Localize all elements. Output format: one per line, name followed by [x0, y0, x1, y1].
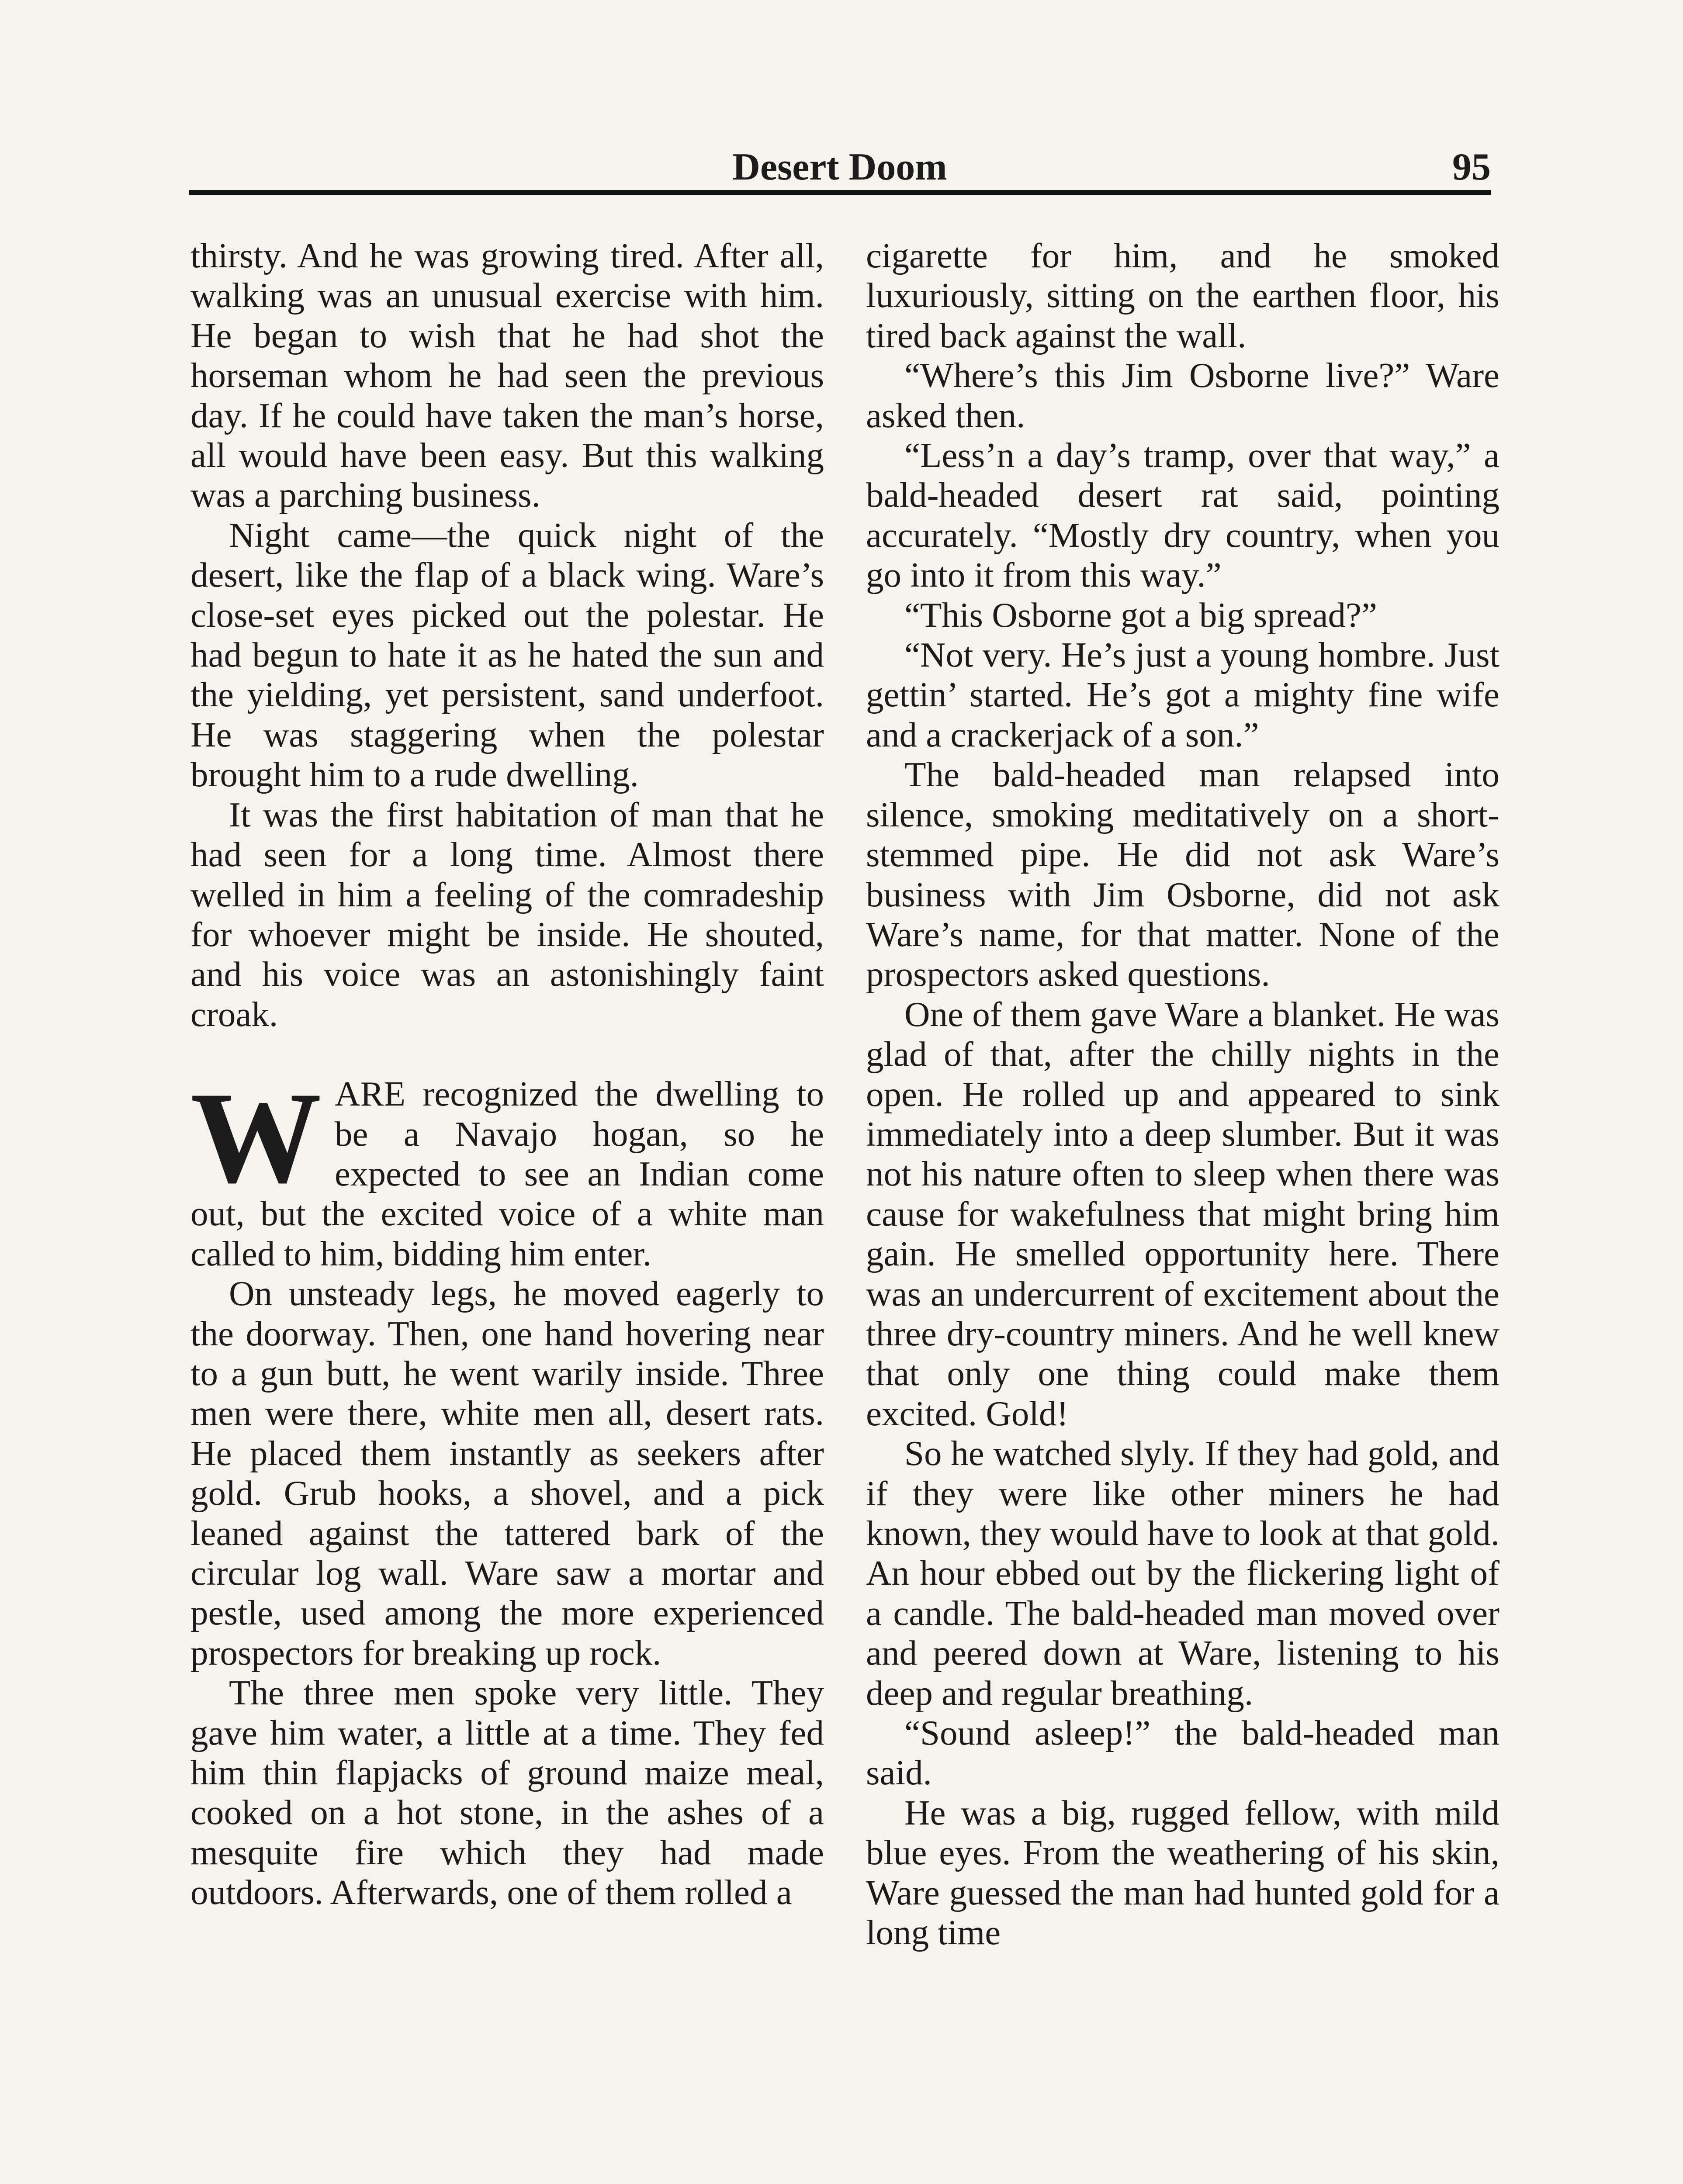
left-column [190, 236, 824, 1913]
paragraph: thirsty. And he was growing tired. After all, walking was an unusual exercise with him. He began to wish that he had shot the horseman whom he had seen the previous day. If he could have taken the man’s horse, all would have been easy. But this walking was a parching business. [190, 236, 824, 515]
page-number: 95 [1452, 146, 1491, 188]
paragraph: Night came—the quick night of the desert, like the flap of a black wing. Ware’s close-set eyes picked out the polestar. He had begun to hate it as he hated the sun and the yielding, yet persistent, sand underfoot. He was staggering when the polestar brought him to a rude dwelling. [190, 515, 824, 795]
paragraph: It was the first habitation of man that he had seen for a long time. Almost there welled in him a feeling of the comradeship for whoever might be inside. He shouted, and his voice was an astonishingly faint croak. [190, 795, 824, 1034]
running-title: Desert Doom [732, 146, 947, 188]
header-rule [189, 190, 1491, 195]
paragraph: On unsteady legs, he moved eagerly to the doorway. Then, one hand hovering near to a gun butt, he went warily inside. Three men were there, white men all, desert rats. He placed them instantly as seekers after gold. Grub hooks, a shovel, and a pick leaned against the tattered bark of the circular log wall. Ware saw a mortar and pestle, used among the more experienced prospectors for breaking up rock. [190, 1274, 824, 1673]
paragraph: “This Osborne got a big spread?” [904, 595, 1377, 635]
paragraph: So he watched slyly. If they had gold, and if they were like other miners he had known, they would have to look at that gold. An hour ebbed out by the flickering light of a candle. The bald-headed man moved over and peered down at Ware, listening to his deep and regular breathing. [866, 1434, 1499, 1713]
paragraph: He was a big, rugged fellow, with mild blue eyes. From the weathering of his skin, Ware guessed the man had hunted gold for a long time [866, 1793, 1499, 1952]
right-column [866, 236, 1499, 1952]
paragraph: The three men spoke very little. They gave him water, a little at a time. They fed him thin flapjacks of ground maize meal, cooked on a hot stone, in the ashes of a mesquite fire which they had made outdoors. Afterwards, one of them rolled a [190, 1673, 824, 1912]
paragraph: One of them gave Ware a blanket. He was glad of that, after the chilly nights in the open. He rolled up and appeared to sink immediately into a deep slumber. But it was not his nature often to sleep when there was cause for wakefulness that might bring him gain. He smelled opportunity here. There was an undercurrent of excitement about the three dry-country miners. And he well knew that only one thing could make them excited. Gold! [866, 994, 1499, 1433]
paragraph: “Where’s this Jim Osborne live?” Ware asked then. [866, 356, 1499, 435]
paragraph: “Not very. He’s just a young hombre. Just gettin’ started. He’s got a mighty fine wife and a crackerjack of a son.” [866, 635, 1499, 754]
paragraph: cigarette for him, and he smoked luxuriously, sitting on the earthen floor, his tired back against the wall. [866, 236, 1499, 355]
drop-cap: W [190, 1065, 322, 1210]
running-header [189, 139, 1491, 187]
paragraph: “Less’n a day’s tramp, over that way,” a bald-headed desert rat said, pointing accurately. “Mostly dry country, when you go into it from this way.” [866, 435, 1499, 595]
paragraph-text: ARE recognized the dwelling to be a Navajo hogan, so he expected to see an Indian come out, but the excited voice of a white man called to him, bidding him enter. [190, 1074, 824, 1273]
paragraph: The bald-headed man relapsed into silence, smoking meditatively on a short-stemmed pipe. He did not ask Ware’s business with Jim Osborne, did not ask Ware’s name, for that matter. None of the prospectors asked questions. [866, 755, 1499, 994]
paragraph: “Sound asleep!” the bald-headed man said. [866, 1713, 1499, 1793]
drop-cap-paragraph [190, 1065, 824, 1274]
